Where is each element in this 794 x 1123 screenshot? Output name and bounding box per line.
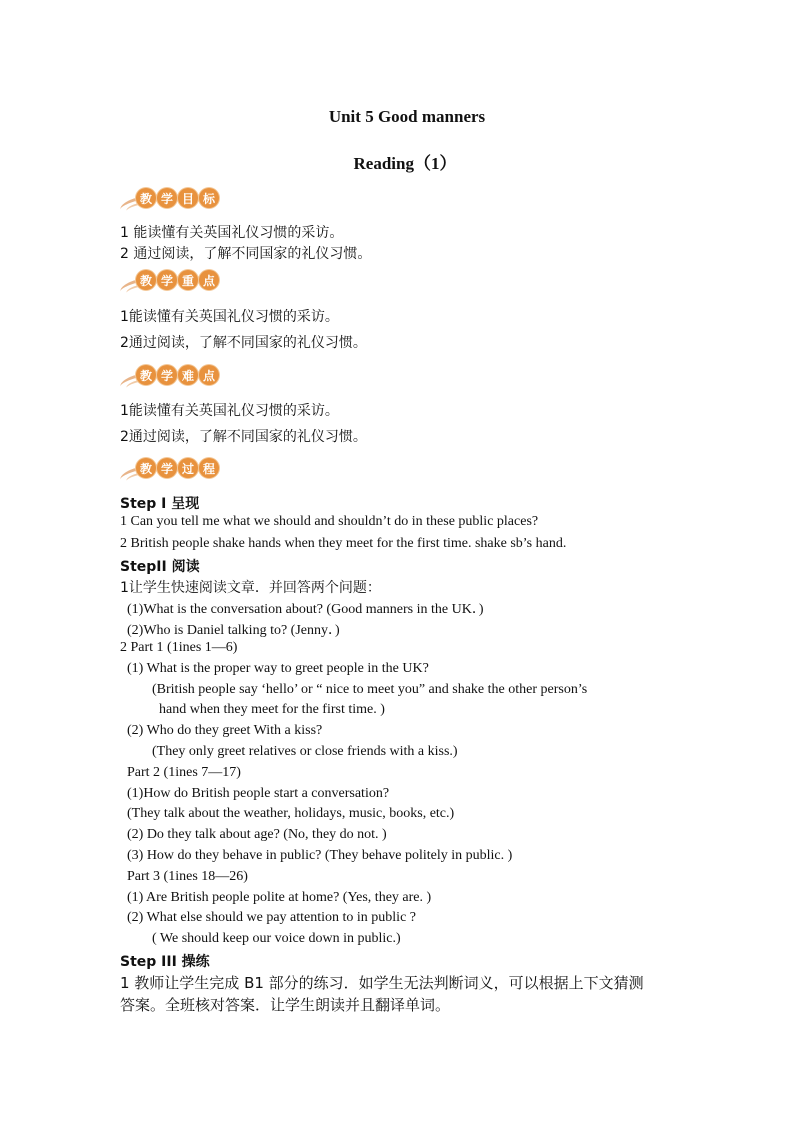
part1-question: (2) Who do they greet With a kiss? [127, 723, 323, 738]
badge-char: 学 [157, 188, 177, 208]
badge-char: 学 [157, 458, 177, 478]
objective-line: 1 能读懂有关英国礼仪习惯的采访。 [120, 225, 344, 241]
badge-char: 标 [199, 188, 219, 208]
badge-char: 学 [157, 270, 177, 290]
badge-char: 学 [157, 365, 177, 385]
step2-question: (1)What is the conversation about? (Good manners in the UK．) [127, 602, 484, 617]
objective-line: 2 通过阅读，了解不同国家的礼仪习惯。 [120, 246, 372, 262]
key-point-line: 2通过阅读，了解不同国家的礼仪习惯。 [120, 335, 367, 351]
badge-char: 难 [178, 365, 198, 385]
key-point-line: 1能读懂有关英国礼仪习惯的采访。 [120, 309, 339, 325]
step2-intro: 1让学生快速阅读文章．并回答两个问题： [120, 580, 381, 596]
step3-line: 答案。全班核对答案．让学生朗读并且翻译单词。 [120, 996, 451, 1014]
part2-question: (3) How do they behave in public? (They behave politely in public. ) [127, 848, 513, 863]
difficulties-badge [120, 363, 224, 391]
difficulty-line: 1能读懂有关英国礼仪习惯的采访。 [120, 403, 339, 419]
part3-answer: ( We should keep our voice down in public.) [152, 931, 401, 946]
part1-question: (1) What is the proper way to greet people in the UK? [127, 661, 429, 676]
part2-question: (2) Do they talk about age? (No, they do not. ) [127, 827, 387, 842]
badge-char: 重 [178, 270, 198, 290]
part2-answer: (They talk about the weather, holidays, music, books, etc.) [127, 806, 455, 821]
part3-question: (1) Are British people polite at home? (Yes, they are. ) [127, 890, 432, 905]
part1-heading: 2 Part 1 (1ines 1—6) [120, 640, 238, 655]
step1-line: 1 Can you tell me what we should and shouldn’t do in these public places? [120, 514, 539, 529]
part1-answer: (They only greet relatives or close friends with a kiss.) [152, 744, 458, 759]
part3-question: (2) What else should we pay attention to in public ? [127, 910, 417, 925]
part2-question: (1)How do British people start a conversation? [127, 786, 390, 801]
step1-heading: Step I 呈现 [120, 496, 200, 512]
page-subtitle: Reading（1） [353, 154, 457, 173]
badge-char: 点 [199, 270, 219, 290]
process-badge [120, 456, 224, 484]
badge-char: 程 [199, 458, 219, 478]
step2-question: (2)Who is Daniel talking to? (Jenny．) [127, 623, 340, 638]
page-title: Unit 5 Good manners [328, 107, 486, 126]
part1-answer: hand when they meet for the first time. ) [159, 702, 385, 717]
part3-heading: Part 3 (1ines 18—26) [127, 869, 248, 884]
part2-heading: Part 2 (1ines 7—17) [127, 765, 241, 780]
key-points-badge [120, 268, 224, 296]
part1-answer: (British people say ‘hello’ or “ nice to meet you” and shake the other person’s [152, 682, 588, 697]
badge-char: 目 [178, 188, 198, 208]
badge-char: 教 [136, 188, 156, 208]
difficulty-line: 2通过阅读，了解不同国家的礼仪习惯。 [120, 429, 367, 445]
badge-char: 过 [178, 458, 198, 478]
step3-heading: Step III 操练 [120, 954, 210, 970]
badge-char: 教 [136, 365, 156, 385]
step3-line: 1 教师让学生完成 B1 部分的练习．如学生无法判断词义，可以根据上下文猜测 [120, 974, 644, 992]
step2-heading: StepII 阅读 [120, 559, 200, 575]
badge-char: 点 [199, 365, 219, 385]
objectives-badge [120, 186, 224, 214]
step1-line: 2 British people shake hands when they meet for the first time. shake sb’s hand. [120, 536, 567, 551]
badge-char: 教 [136, 458, 156, 478]
badge-char: 教 [136, 270, 156, 290]
